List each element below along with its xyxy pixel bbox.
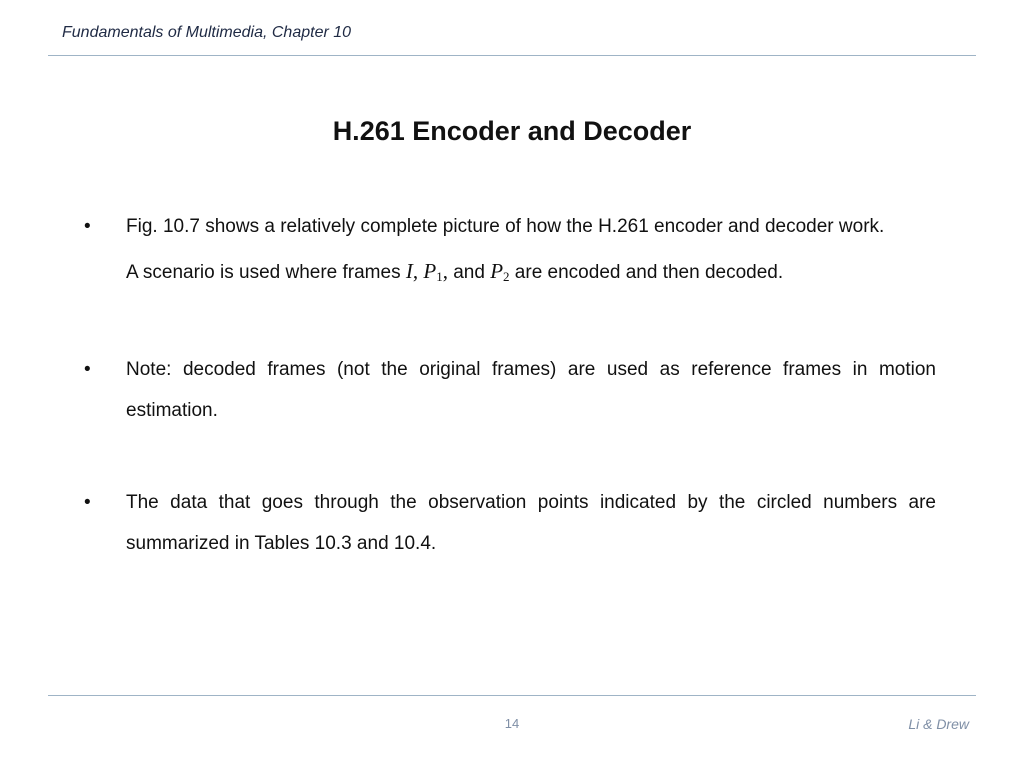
footer-divider	[48, 695, 976, 696]
bullet-list	[84, 206, 936, 564]
bullet-item-1	[84, 206, 936, 247]
subtext-and: and	[447, 262, 491, 283]
frame-i-letter: I	[405, 259, 413, 283]
spacer	[84, 297, 936, 349]
frame-p2-subscript: 2	[503, 269, 510, 284]
frame-p1-subscript: 1	[436, 269, 443, 284]
bullet-item-3	[84, 482, 936, 564]
bullet-dot-icon: •	[84, 216, 91, 237]
subtext-part: A scenario is used where frames	[126, 262, 406, 283]
bullet-text: Fig. 10.7 shows a relatively complete picture of how the H.261 encoder and decoder work.	[126, 216, 885, 237]
subtext-part: are encoded and then decoded.	[509, 262, 784, 283]
bullet-subtext	[84, 251, 936, 297]
header-divider	[48, 55, 976, 56]
page-number: 14	[504, 716, 520, 731]
frame-p2-letter: P	[490, 259, 504, 283]
bullet-text: The data that goes through the observation points indicated by the circled numbers are summarized in Tables 10.3 and 10.4.	[126, 492, 936, 554]
header-text: Fundamentals of Multimedia, Chapter 10	[62, 24, 352, 41]
comma: ,	[412, 259, 424, 283]
frame-p1-letter: P	[423, 259, 437, 283]
bullet-item-2	[84, 349, 936, 431]
footer-authors: Li & Drew	[908, 716, 969, 732]
slide-title: H.261 Encoder and Decoder	[332, 116, 692, 146]
comma: ,	[442, 259, 448, 283]
bullet-text: Note: decoded frames (not the original frames) are used as reference frames in motion estimation.	[126, 359, 936, 421]
frame-p1	[423, 259, 448, 283]
spacer	[84, 431, 936, 482]
frame-p2	[490, 259, 509, 283]
frame-i	[406, 259, 424, 283]
bullet-dot-icon: •	[84, 492, 91, 513]
bullet-dot-icon: •	[84, 359, 91, 380]
